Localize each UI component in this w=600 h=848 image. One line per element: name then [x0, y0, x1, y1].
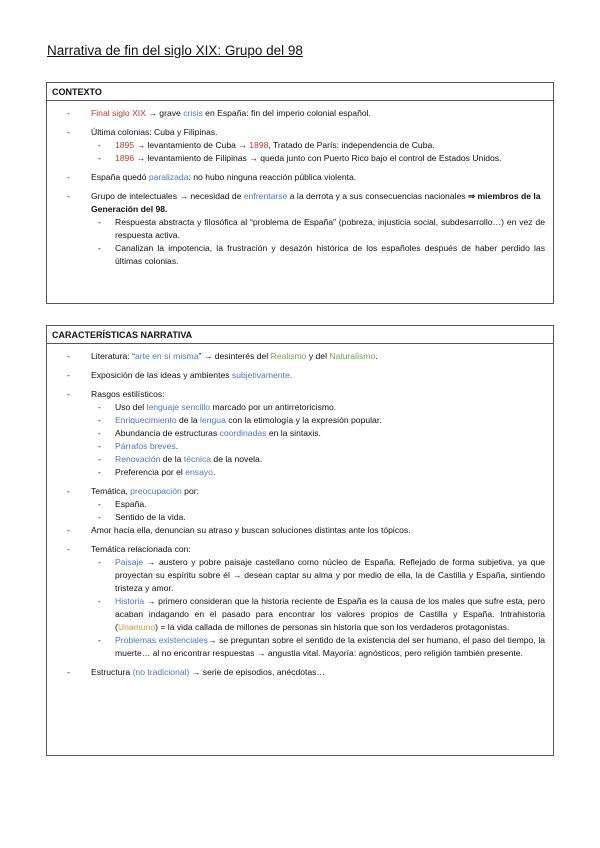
list-item: - Literatura: “arte en sí misma” → desinterés del Realismo y del Naturalismo. [67, 350, 545, 363]
sub-item: - España. [91, 498, 545, 511]
list-item: - Rasgos estilísticos: - Uso del lenguaje sencillo marcado por un antirretoricismo. - Enriquecimiento de la lengua con la etimología y la expresión popular. - Abundancia de estructuras coordinadas en la sintaxis. - Párrafos breves. - Renovación de la técnica de la novela. - Preferencia por el ensayo. [67, 388, 545, 479]
contexto-header: CONTEXTO [47, 83, 553, 101]
sub-item: - Respuesta abstracta y filosófica al “problema de España” (pobreza, injusticia social, subdesarrollo…) en vez de respuesta activa. [91, 216, 545, 242]
list-item: - Exposición de las ideas y ambientes subjetivamente. [67, 369, 545, 382]
sub-item: - Preferencia por el ensayo. [91, 466, 545, 479]
list-item: - Temática relacionada con: - Paisaje → austero y pobre paisaje castellano como núcleo de España. Reflejado de forma subjetiva, ya que proyectan su espíritu sobre él → desean captar su alma y por medio de ella, la de Castilla y España, sintiendo tristeza y amor. - Historia → primero consideran que la historia reciente de España es la causa de los males que sufre esta, pero acaban indagando en el pasado para encontrar los valores propios de Castilla y España. Intrahistoria (Unamuno) = la vida callada de millones de personas sin historia que son los verdaderos protagonistas. - Problemas existenciales→ se preguntan sobre el sentido de la existencia del ser humano, el paso del tiempo, la muerte… al no encontrar respuestas → angustia vital. Mayoría: agnósticos, pero religión también presente. [67, 543, 545, 660]
sub-item: - Paisaje → austero y pobre paisaje castellano como núcleo de España. Reflejado de forma subjetiva, ya que proyectan su espíritu sobre él → desean captar su alma y por medio de ella, la de Castilla y España, sintiendo tristeza y amor. [91, 556, 545, 595]
list-item: - Amor hacia ella, denuncian su atraso y buscan soluciones distintas ante los tópicos. [67, 524, 545, 537]
list-item: - Última colonias: Cuba y Filipinas. - 1895 → levantamiento de Cuba → 1898, Tratado de París: independencia de Cuba. - 1896 → levantamiento de Filipinas → queda junto con Puerto Rico bajo el control de Estados Unidos. [67, 126, 545, 165]
sub-item: - Problemas existenciales→ se preguntan sobre el sentido de la existencia del ser humano, el paso del tiempo, la muerte… al no encontrar respuestas → angustia vital. Mayoría: agnósticos, pero religión también presente. [91, 634, 545, 660]
list-item: - Grupo de intelectuales → necesidad de enfrentarse a la derrota y a sus consecuencias nacionales ⇒ miembros de la Generación del 98. - Respuesta abstracta y filosófica al “problema de España” (pobreza, injusticia social, subdesarrollo…) en vez de respuesta activa. - Canalizan la impotencia, la frustración y desazón histórica de los españoles después de haber perdido las últimas colonias. [67, 190, 545, 268]
contexto-box [46, 82, 554, 304]
sub-item: - Sentido de la vida. [91, 511, 545, 524]
sub-item: - Párrafos breves. [91, 440, 545, 453]
caracteristicas-box [46, 325, 554, 756]
list-item: - Final siglo XIX → grave crisis en España: fin del imperio colonial español. [67, 107, 545, 120]
sub-item: - Abundancia de estructuras coordinadas en la sintaxis. [91, 427, 545, 440]
sub-item: - 1895 → levantamiento de Cuba → 1898, Tratado de París: independencia de Cuba. [91, 139, 545, 152]
sub-item: - Canalizan la impotencia, la frustración y desazón histórica de los españoles después de haber perdido las últimas colonias. [91, 242, 545, 268]
list-item: - Estructura (no tradicional) → serie de episodios, anécdotas… [67, 666, 545, 679]
sub-item: - Renovación de la técnica de la novela. [91, 453, 545, 466]
sub-item: - Historia → primero consideran que la historia reciente de España es la causa de los males que sufre esta, pero acaban indagando en el pasado para encontrar los valores propios de Castilla y España. Intrahistoria (Unamuno) = la vida callada de millones de personas sin historia que son los verdaderos protagonistas. [91, 595, 545, 634]
sub-item: - Enriquecimiento de la lengua con la etimología y la expresión popular. [91, 414, 545, 427]
caracteristicas-header: CARACTERÍSTICAS NARRATIVA [47, 326, 553, 344]
sub-item: - Uso del lenguaje sencillo marcado por un antirretoricismo. [91, 401, 545, 414]
page-title: Narrativa de fin del siglo XIX: Grupo del 98 [47, 43, 303, 58]
list-item: - Temática, preocupación por: - España. - Sentido de la vida. [67, 485, 545, 524]
list-item: - España quedó paralizada: no hubo ninguna reacción pública violenta. [67, 171, 545, 184]
sub-item: - 1896 → levantamiento de Filipinas → queda junto con Puerto Rico bajo el control de Estados Unidos. [91, 152, 545, 165]
